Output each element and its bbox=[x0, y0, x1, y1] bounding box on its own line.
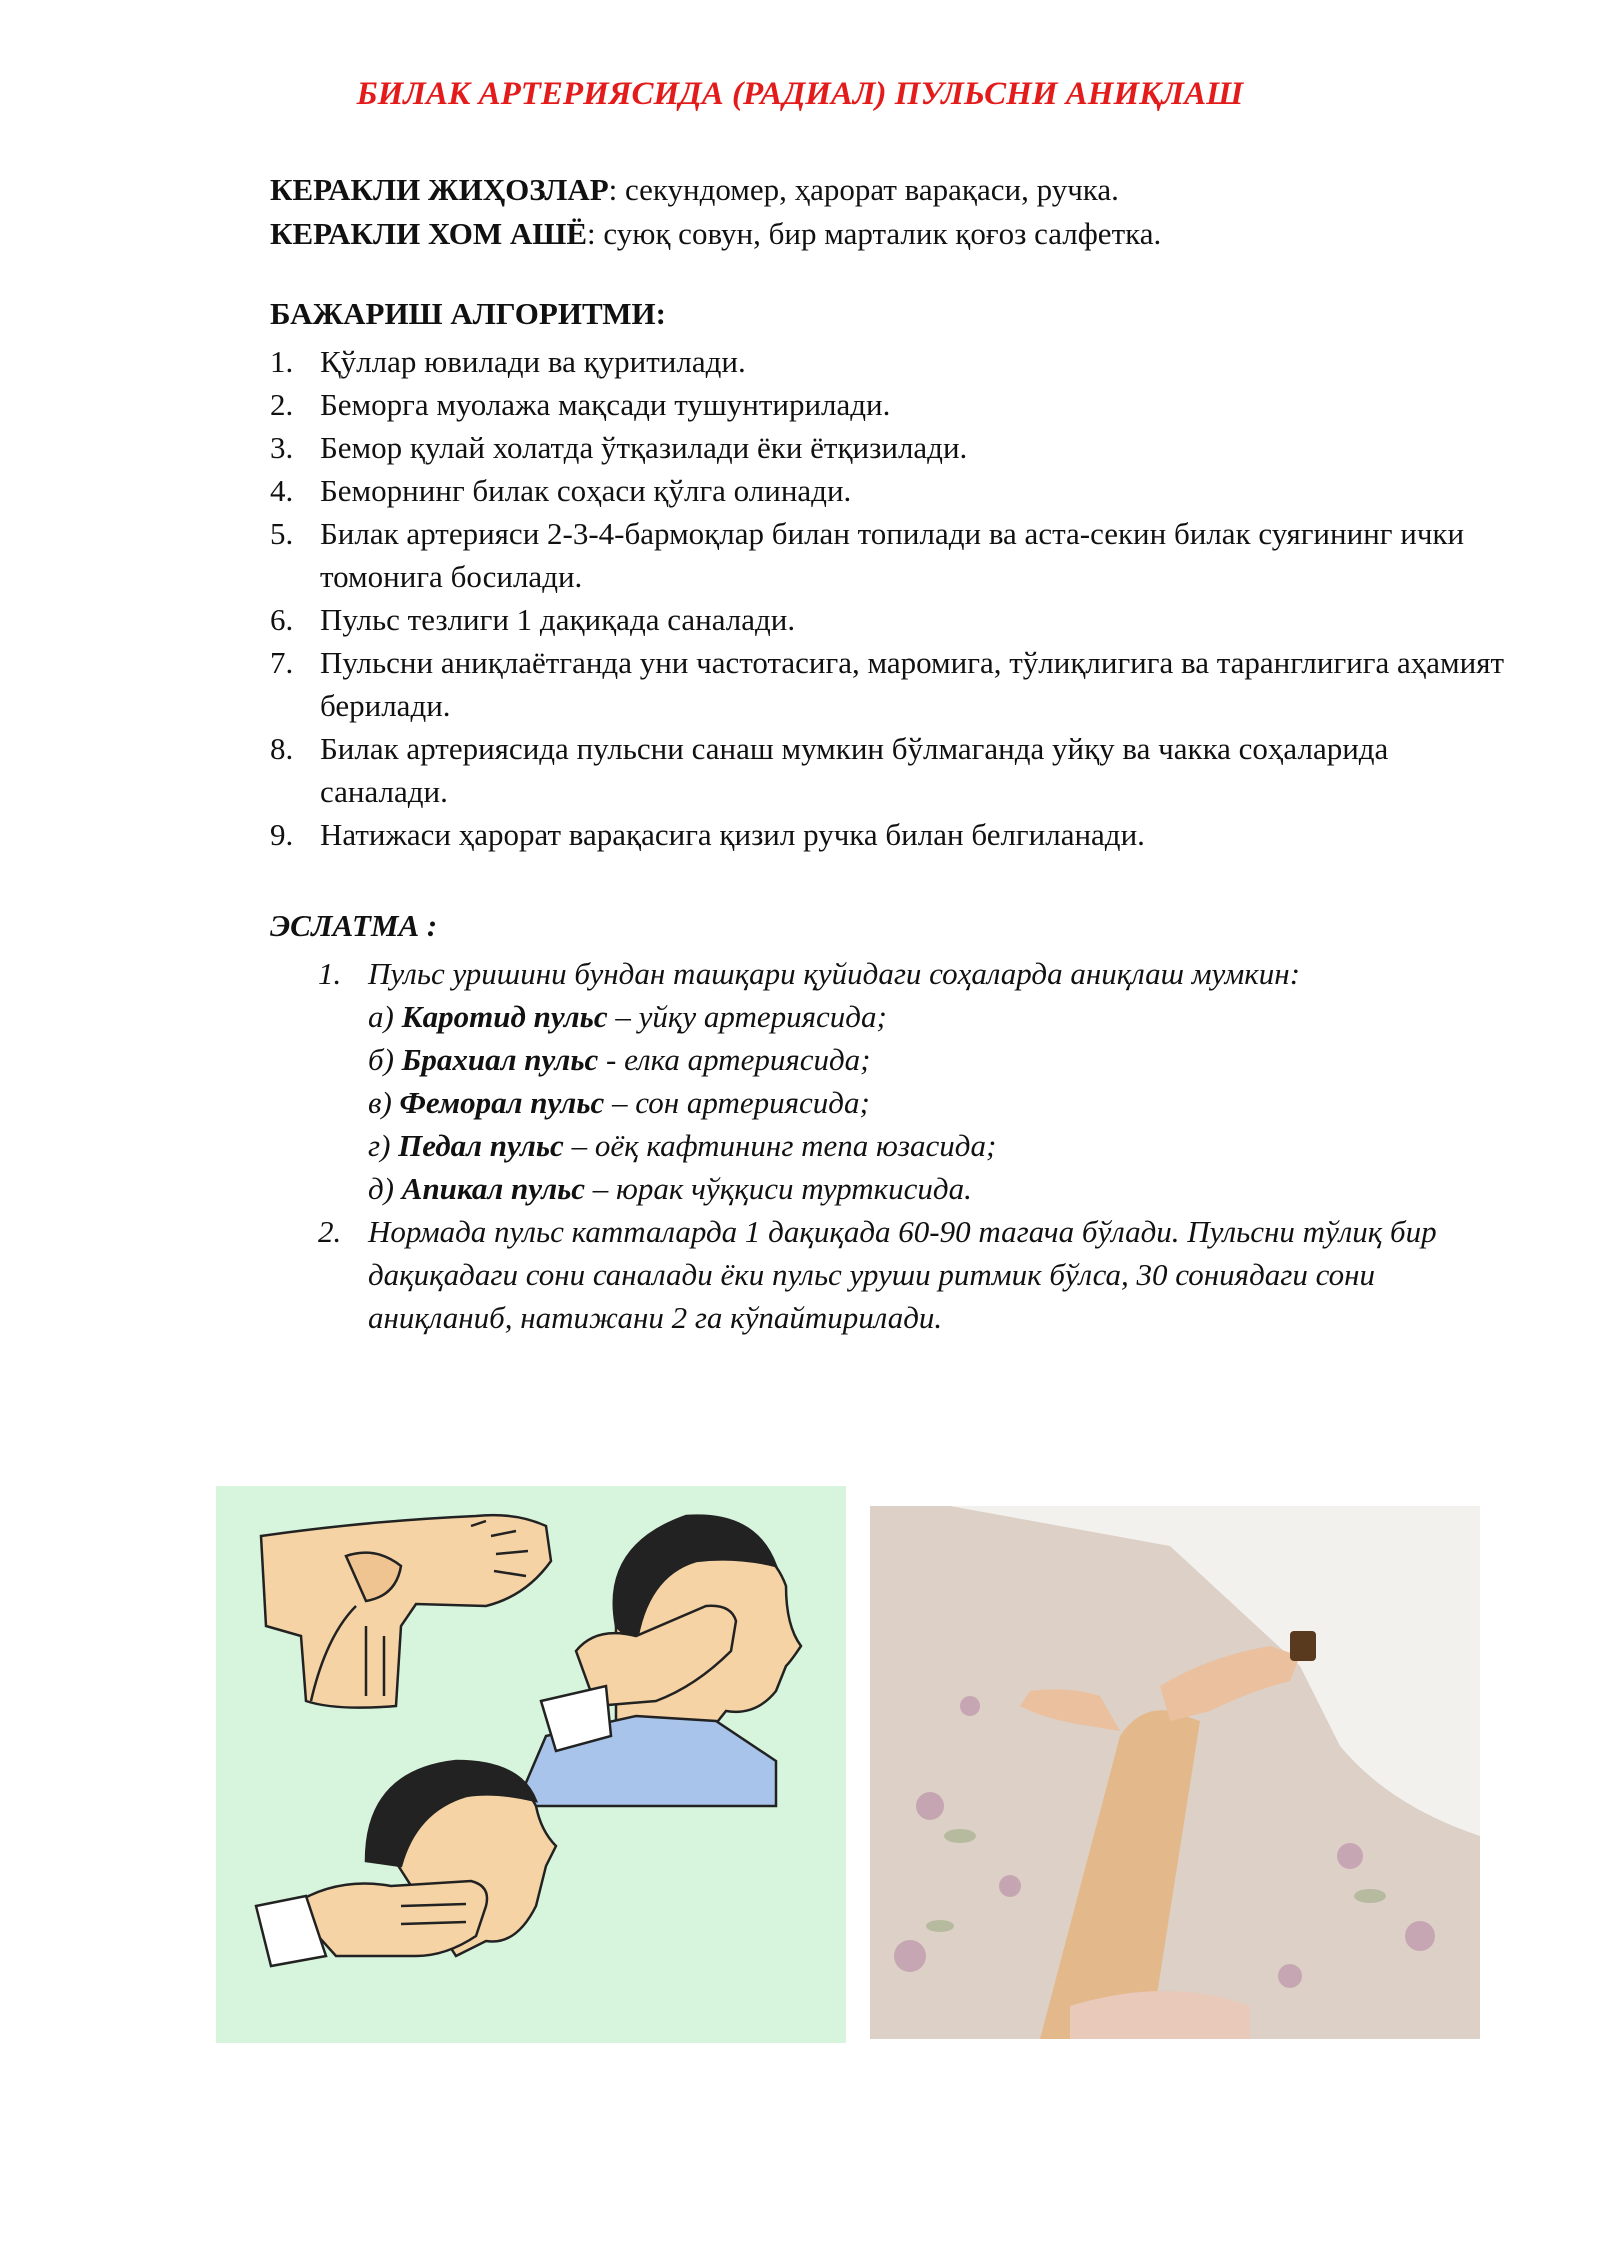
pulse-site-prefix: г) bbox=[368, 1128, 399, 1163]
pulse-site-term: Педал пульс bbox=[398, 1128, 564, 1163]
note-number: 1. bbox=[318, 956, 342, 991]
pulse-site-location: – юрак чўққиси турткисида. bbox=[585, 1171, 972, 1206]
algorithm-step bbox=[270, 512, 1520, 598]
pulse-site-item bbox=[368, 1124, 1478, 1167]
equipment-value: : секундомер, ҳарорат варақаси, ручка. bbox=[608, 172, 1119, 207]
page-title: БИЛАК АРТЕРИЯСИДА (РАДИАЛ) ПУЛЬСНИ АНИҚЛАШ bbox=[356, 76, 1244, 112]
pulse-site-item bbox=[368, 1167, 1478, 1210]
note-text-block bbox=[368, 1210, 1478, 1339]
pulse-site-location: – уйқу артериясида; bbox=[607, 999, 887, 1034]
step-number: 3. bbox=[270, 430, 294, 465]
pulse-site-prefix: в) bbox=[368, 1085, 400, 1120]
step-text: Пульс тезлиги 1 дақиқада саналади. bbox=[320, 602, 796, 637]
algorithm-step bbox=[270, 641, 1520, 727]
algorithm-step bbox=[270, 727, 1520, 813]
pulse-site-item bbox=[368, 995, 1478, 1038]
materials-line bbox=[270, 212, 1161, 256]
algorithm-step bbox=[270, 340, 1520, 383]
pulse-points-illustration bbox=[216, 1486, 846, 2043]
wristwatch bbox=[1290, 1631, 1316, 1661]
step-number: 6. bbox=[270, 602, 294, 637]
pulse-site-location: – сон артериясида; bbox=[604, 1085, 870, 1120]
equipment-line bbox=[270, 168, 1161, 212]
wrist-pulse-drawing bbox=[261, 1515, 551, 1708]
pulse-site-prefix: д) bbox=[368, 1171, 402, 1206]
step-number: 9. bbox=[270, 817, 294, 852]
algorithm-step bbox=[270, 426, 1520, 469]
note-item bbox=[318, 952, 1478, 1210]
equipment-label: КЕРАКЛИ ЖИҲОЗЛАР bbox=[270, 172, 609, 207]
step-text: Бемор қулай холатда ўтқазилади ёки ётқизилади. bbox=[320, 430, 968, 465]
pulse-site-term: Каротид пульс bbox=[401, 999, 608, 1034]
algorithm-heading: БАЖАРИШ АЛГОРИТМИ: bbox=[270, 296, 666, 331]
algorithm-step bbox=[270, 598, 1520, 641]
step-number: 5. bbox=[270, 516, 294, 551]
note-heading: ЭСЛАТМА : bbox=[270, 908, 438, 943]
step-number: 8. bbox=[270, 731, 294, 766]
pulse-site-item bbox=[368, 1038, 1478, 1081]
step-text: Беморнинг билак соҳаси қўлга олинади. bbox=[320, 473, 852, 508]
note-items bbox=[318, 952, 1478, 1339]
step-text: Натижаси ҳарорат варақасига қизил ручка билан белгиланади. bbox=[320, 817, 1145, 852]
carotid-pulse-drawing bbox=[516, 1516, 801, 1806]
pulse-sites-list bbox=[368, 995, 1478, 1210]
step-text: Билак артериясида пульсни санаш мумкин бўлмаганда уйқу ва чакка соҳаларида саналади. bbox=[320, 731, 1389, 809]
pulse-site-item bbox=[368, 1081, 1478, 1124]
pulse-site-prefix: б) bbox=[368, 1042, 402, 1077]
radial-pulse-photo bbox=[870, 1506, 1480, 2039]
step-text: Пульсни аниқлаётганда уни частотасига, маромига, тўлиқлигига ва таранглигига аҳамият берилади. bbox=[320, 645, 1505, 723]
step-text: Беморга муолажа мақсади тушунтирилади. bbox=[320, 387, 891, 422]
step-number: 7. bbox=[270, 645, 294, 680]
note-text: Нормада пульс катталарда 1 дақиқада 60-90 тагача бўлади. Пульсни тўлиқ бир дақиқадаги сони саналади ёки пульс уруши ритмик бўлса, 30 сониядаги сони аниқланиб, натижани 2 га кўпайтирилади. bbox=[368, 1214, 1437, 1335]
materials-value: : суюқ совун, бир марталик қоғоз салфетка. bbox=[587, 216, 1162, 251]
step-number: 4. bbox=[270, 473, 294, 508]
step-text: Қўллар ювилади ва қуритилади. bbox=[320, 344, 746, 379]
step-number: 2. bbox=[270, 387, 294, 422]
neck-pulse-drawing bbox=[256, 1761, 556, 1966]
algorithm-step bbox=[270, 469, 1520, 512]
algorithm-steps bbox=[270, 340, 1520, 856]
pulse-site-term: Феморал пульс bbox=[399, 1085, 605, 1120]
pulse-site-location: – оёқ кафтининг тепа юзасида; bbox=[563, 1128, 997, 1163]
note-text-block bbox=[368, 952, 1478, 1210]
step-text: Билак артерияси 2-3-4-бармоқлар билан топилади ва аста-секин билак суягининг ички томонига босилади. bbox=[320, 516, 1465, 594]
algorithm-step bbox=[270, 383, 1520, 426]
step-number: 1. bbox=[270, 344, 294, 379]
pulse-site-prefix: а) bbox=[368, 999, 402, 1034]
requirements bbox=[270, 168, 1161, 256]
algorithm-step bbox=[270, 813, 1520, 856]
note-text: Пульс уришини бундан ташқари қуйидаги соҳаларда аниқлаш мумкин: bbox=[368, 956, 1301, 991]
materials-label: КЕРАКЛИ ХОМ АШЁ bbox=[270, 216, 587, 251]
note-number: 2. bbox=[318, 1214, 342, 1249]
pulse-site-term: Брахиал пульс bbox=[401, 1042, 599, 1077]
pulse-site-term: Апикал пульс bbox=[401, 1171, 586, 1206]
pulse-site-location: - елка артериясида; bbox=[598, 1042, 871, 1077]
note-item bbox=[318, 1210, 1478, 1339]
